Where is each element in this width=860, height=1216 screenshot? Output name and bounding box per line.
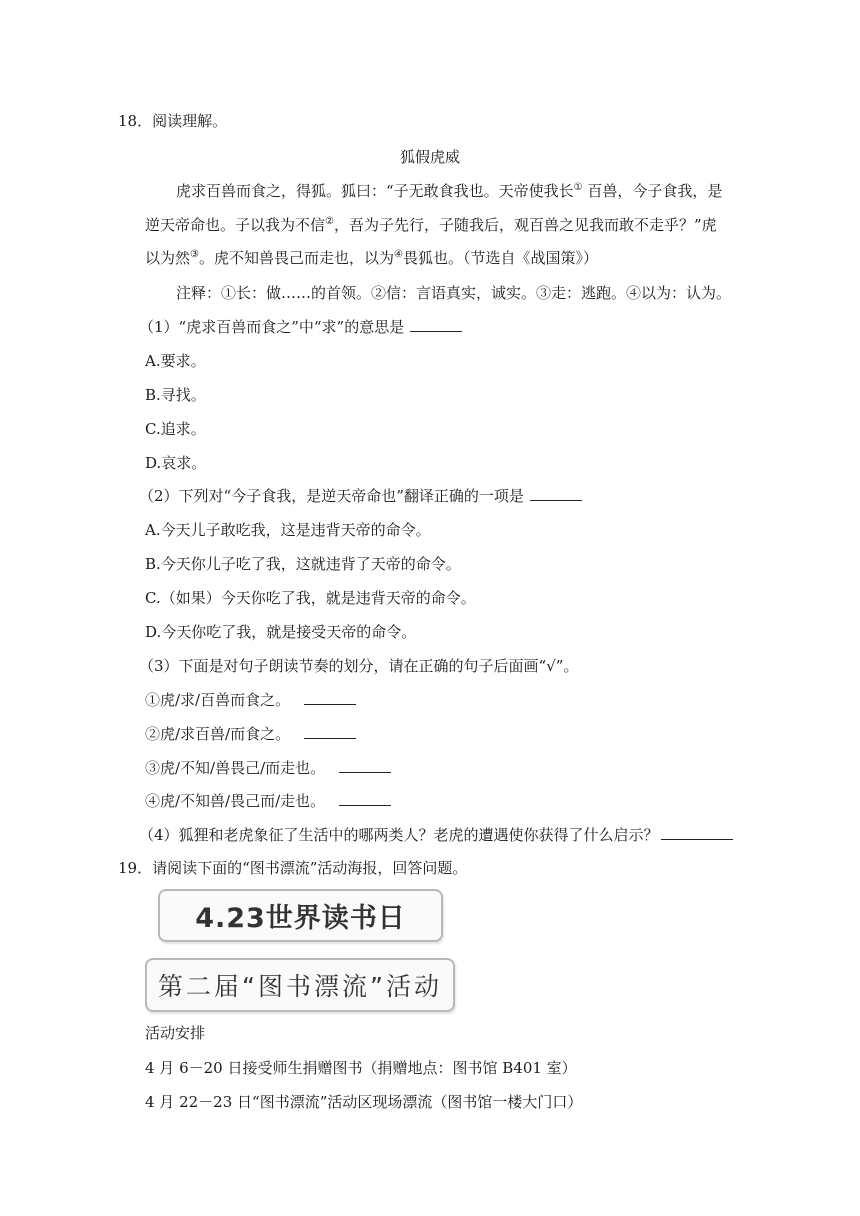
passage-text: 虎求百兽而食之，得狐。狐曰：“子无敢食我也。天帝使我长 [176, 182, 574, 200]
answer-blank[interactable] [530, 486, 582, 501]
poster-subtitle: 第二届“图书漂流”活动 [158, 972, 442, 1001]
option-text: ③虎/不知/兽畏己/而走也。 [145, 759, 326, 777]
poster-title: 4.23世界读书日 [195, 903, 406, 934]
passage-text: 畏狐也。（节选自《战国策》） [402, 249, 598, 267]
footnote-marker: ① [573, 182, 583, 193]
option-text: ④虎/不知兽/畏己而/走也。 [145, 792, 326, 810]
answer-blank[interactable] [339, 758, 391, 773]
answer-blank[interactable] [304, 690, 356, 705]
sub-question-3: （3）下面是对句子朗读节奏的划分，请在正确的句子后面画“√”。 [139, 657, 579, 675]
schedule-item-2: 4 月 22－23 日“图书漂流”活动区现场漂流（图书馆一楼大门口） [145, 1093, 583, 1111]
poster-subtitle-box [145, 958, 455, 1012]
answer-blank[interactable] [410, 317, 462, 332]
answer-blank[interactable] [661, 825, 733, 840]
sub-question-4 [139, 825, 733, 845]
passage-text: 。虎不知兽畏己而走也，以为 [198, 249, 394, 267]
question-text: （2）下列对“今子食我，是逆天帝命也”翻译正确的一项是 [139, 487, 524, 505]
passage-text: 百兽，今子食我，是 [582, 182, 723, 200]
poster-title-box [158, 889, 443, 942]
passage-title: 狐假虎威 [399, 148, 460, 166]
rhythm-option-1 [145, 690, 356, 710]
option-a: A.要求。 [145, 352, 206, 370]
option-c: C.追求。 [145, 420, 206, 438]
passage-text: ，吾为子先行，子随我后，观百兽之见我而敢不走乎？”虎 [333, 216, 717, 234]
question-text: （4）狐狸和老虎象征了生活中的哪两类人？老虎的遭遇使你获得了什么启示？ [139, 826, 659, 844]
footnote-marker: ② [325, 216, 334, 227]
option-d: D.今天你吃了我，就是接受天帝的命令。 [145, 623, 417, 641]
schedule-item-1: 4 月 6－20 日接受师生捐赠图书（捐赠地点：图书馆 B401 室） [145, 1059, 577, 1077]
passage-line-1 [176, 181, 722, 201]
question-18-header: 18．阅读理解。 [118, 112, 228, 130]
schedule-heading: 活动安排 [145, 1024, 206, 1042]
sub-question-1 [139, 317, 462, 337]
option-b: B.今天你儿子吃了我，这就违背了天帝的命令。 [145, 555, 461, 573]
answer-blank[interactable] [304, 724, 356, 739]
option-text: ②虎/求百兽/而食之。 [145, 725, 291, 743]
rhythm-option-4 [145, 791, 391, 811]
passage-line-3 [145, 248, 598, 268]
footnote-marker: ③ [190, 249, 199, 260]
passage-notes: 注释：①长：做……的首领。②信：言语真实，诚实。③走：逃跑。④以为：认为。 [176, 284, 732, 302]
footnote-marker: ④ [394, 249, 403, 260]
question-text: （1）“虎求百兽而食之”中“求”的意思是 [139, 318, 405, 336]
rhythm-option-2 [145, 724, 356, 744]
passage-line-2 [145, 215, 717, 235]
option-text: ①虎/求/百兽而食之。 [145, 691, 291, 709]
option-d: D.哀求。 [145, 454, 207, 472]
passage-text: 逆天帝命也。子以我为不信 [145, 216, 326, 234]
sub-question-2 [139, 486, 582, 506]
passage-text: 以为然 [145, 249, 191, 267]
answer-blank[interactable] [339, 791, 391, 806]
question-19-header: 19．请阅读下面的“图书漂流”活动海报，回答问题。 [118, 859, 468, 877]
rhythm-option-3 [145, 758, 391, 778]
option-c: C.（如果）今天你吃了我，就是违背天帝的命令。 [145, 589, 476, 607]
option-b: B.寻找。 [145, 386, 206, 404]
option-a: A.今天儿子敢吃我，这是违背天帝的命令。 [145, 521, 431, 539]
